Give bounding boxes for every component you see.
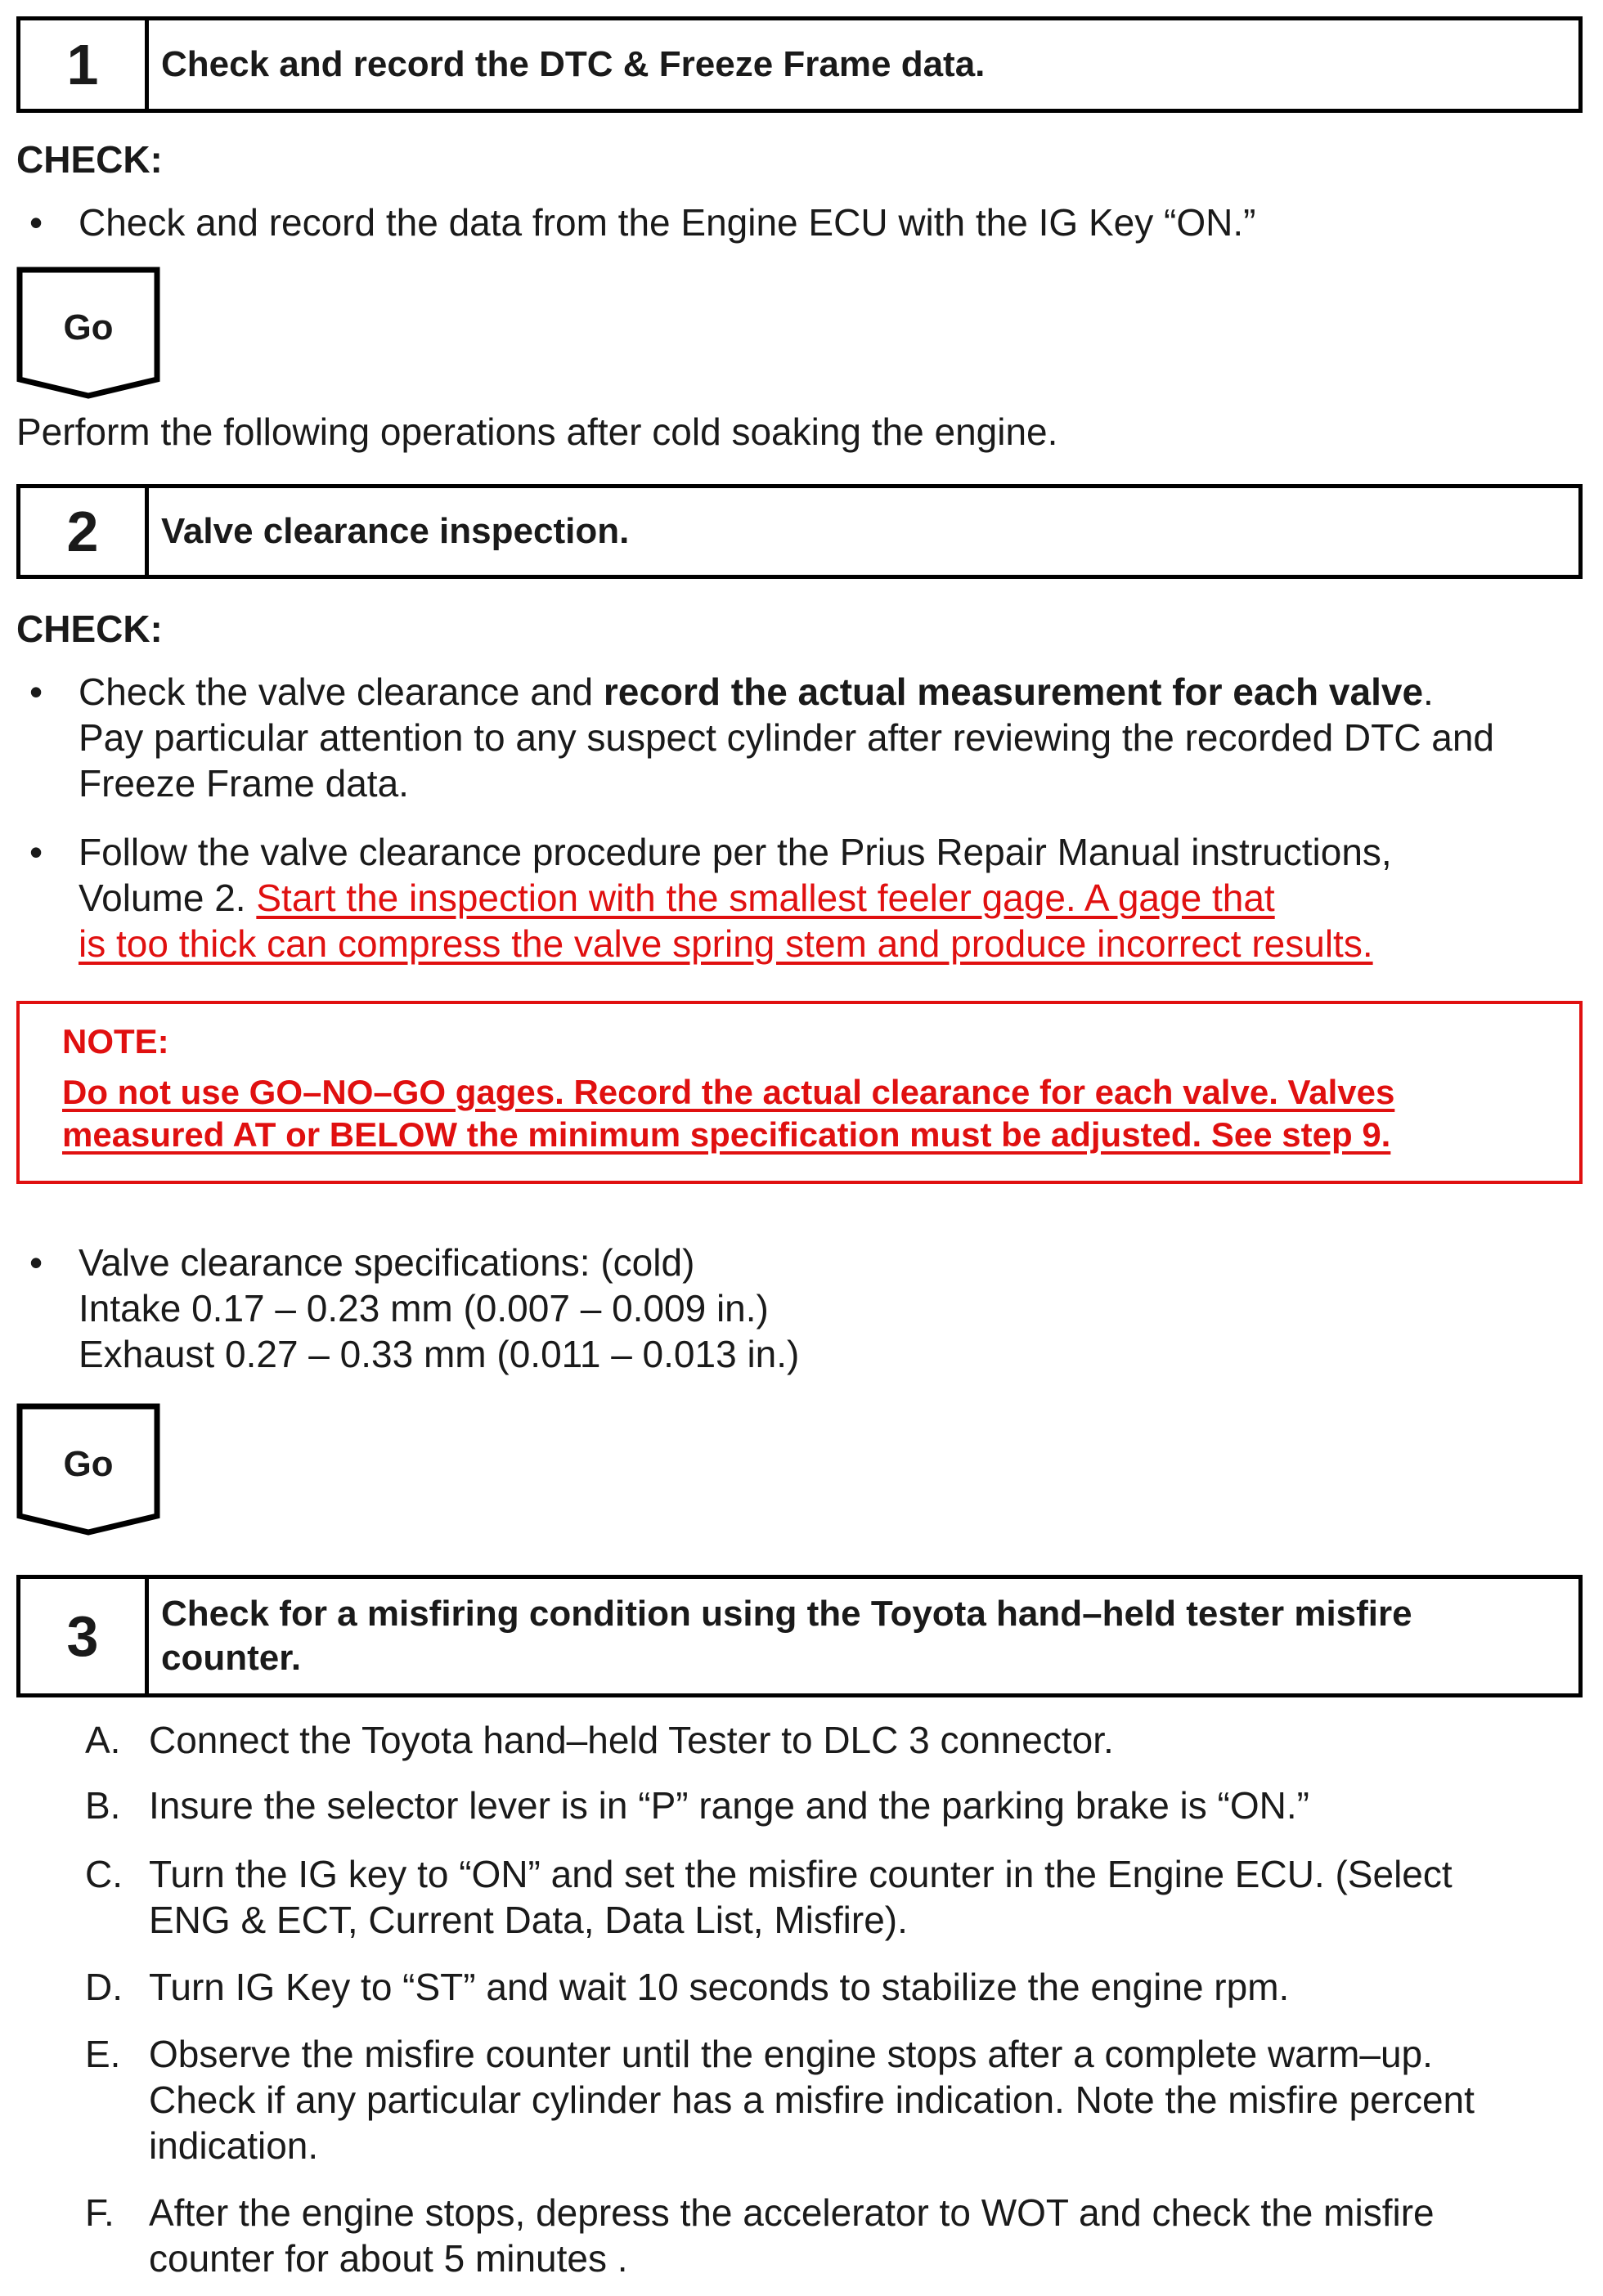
go-label: Go [63,307,114,348]
sub-item-line: indication. [149,2124,319,2167]
sub-item-line: Insure the selector lever is in “P” range and the parking brake is “ON.” [149,1784,1309,1827]
bullet-icon: • [29,831,43,873]
sub-item-letter: A. [85,1719,121,1761]
step-title-line: Check for a misfiring condition using the Toyota hand–held tester misfire [161,1594,1412,1634]
step-number: 1 [20,20,149,109]
bullet-text-line: Pay particular attention to any suspect cylinder after reviewing the recorded DTC and [79,716,1494,759]
go-label: Go [63,1444,114,1484]
sub-item-letter: E. [85,2033,121,2075]
note-text [62,1071,1559,1156]
bullet-text-line: Follow the valve clearance procedure per the Prius Repair Manual instructions, [79,831,1392,873]
step-title: Check and record the DTC & Freeze Frame data. [161,44,986,84]
note-title: NOTE: [62,1022,169,1061]
note-line: Do not use GO–NO–GO gages. Record the actual clearance for each valve. Valves [62,1073,1395,1111]
step-title: Valve clearance inspection. [161,511,630,551]
step-title-line: counter. [161,1638,302,1678]
sub-item-line: Observe the misfire counter until the engine stops after a complete warm–up. [149,2033,1433,2075]
sub-item-letter: C. [85,1853,123,1895]
bullet-text [79,1240,1575,1377]
bullet-text-part: . [1423,670,1434,713]
sub-item-line: Connect the Toyota hand–held Tester to DLC 3 connector. [149,1719,1114,1761]
red-warning-text: Start the inspection with the smallest feeler gage. A gage that [256,877,1275,919]
sub-item-line: Turn the IG key to “ON” and set the misfire counter in the Engine ECU. (Select [149,1853,1453,1895]
check-label: CHECK: [16,138,163,181]
bullet-text-bold: record the actual measurement for each valve [603,670,1424,713]
go-arrow-2 [16,1403,160,1538]
bullet-text [79,669,1575,806]
step-number: 3 [20,1579,149,1693]
sub-item-text [149,2190,1580,2281]
sub-item-line: Check if any particular cylinder has a misfire indication. Note the misfire percent [149,2079,1475,2121]
sub-item-line: After the engine stops, depress the accelerator to WOT and check the misfire [149,2191,1435,2234]
sub-item-letter: F. [85,2191,114,2234]
sub-item-letter: B. [85,1784,121,1827]
bullet-text-part: Check the valve clearance and [79,670,604,713]
note-box [16,1001,1583,1184]
sub-item-text [149,1964,1580,2010]
step-title [161,1579,1562,1693]
step-3-header [16,1575,1583,1697]
bullet-icon: • [29,201,43,244]
sub-item-letter: D. [85,1966,123,2008]
sub-item-text [149,1851,1580,1943]
check-label: CHECK: [16,608,163,650]
sub-item-line: counter for about 5 minutes . [149,2237,628,2280]
red-warning-text: is too thick can compress the valve spring stem and produce incorrect results. [79,922,1373,965]
bullet-text-line: Freeze Frame data. [79,762,409,805]
bullet-text: Check and record the data from the Engine ECU with the IG Key “ON.” [79,201,1256,244]
sub-item-line: ENG & ECT, Current Data, Data List, Misfire). [149,1899,908,1941]
sub-item-text [149,2031,1580,2168]
step-number: 2 [20,488,149,575]
cold-soak-text: Perform the following operations after cold soaking the engine. [16,410,1058,453]
bullet-text-line: Valve clearance specifications: (cold) [79,1241,695,1284]
bullet-icon: • [29,1241,43,1284]
bullet-text-part: Volume 2. [79,877,257,919]
step-1-header [16,16,1583,113]
sub-item-line: Turn IG Key to “ST” and wait 10 seconds to stabilize the engine rpm. [149,1966,1290,2008]
bullet-text [79,829,1575,966]
bullet-icon: • [29,670,43,713]
sub-item-text [149,1717,1580,1763]
go-arrow-1 [16,267,160,401]
bullet-text-line: Exhaust 0.27 – 0.33 mm (0.011 – 0.013 in.) [79,1333,800,1375]
sub-item-text [149,1783,1580,1828]
step-2-header [16,484,1583,579]
note-line: measured AT or BELOW the minimum specification must be adjusted. See step 9. [62,1115,1391,1154]
bullet-text-line: Intake 0.17 – 0.23 mm (0.007 – 0.009 in.) [79,1287,769,1330]
